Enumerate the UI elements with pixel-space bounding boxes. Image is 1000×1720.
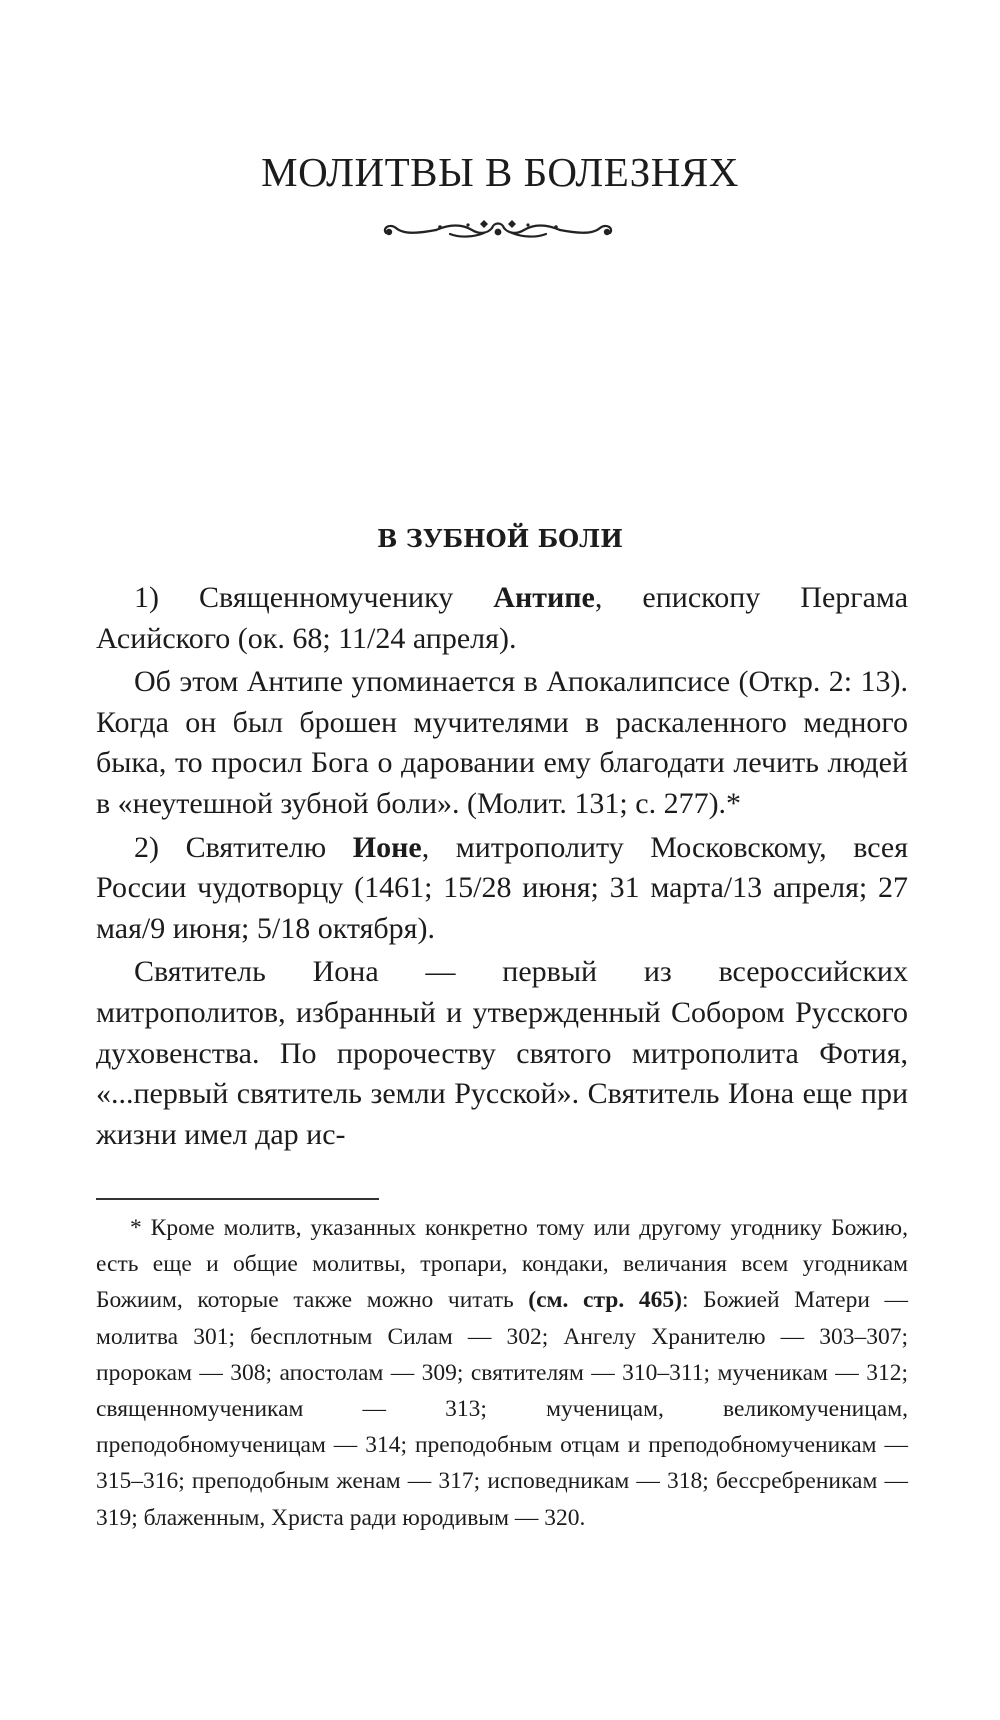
chapter-title: МОЛИТВЫ В БОЛЕЗНЯХ bbox=[261, 149, 739, 195]
flourish-ornament-icon bbox=[380, 218, 616, 242]
footnote-separator bbox=[96, 1198, 379, 1200]
paragraph-text: 1) Священномученику bbox=[134, 581, 494, 614]
paragraph-text: , епископу Пергама Асийского (ок. 68; 11/24 апреля). bbox=[96, 581, 909, 655]
paragraph-antipas-description: Об этом Антипе упоминается в Апокалипсисе (Откр. 2: 13). Когда он был брошен мучителями в раскаленного медного быка, то просил Бога о даровании ему благодати лечить людей в «неутешной зубной боли». (Молит. 131; с. 277).* bbox=[96, 665, 908, 820]
paragraph-jonah-description: Святитель Иона — первый из всероссийских митрополитов, избранный и утвержденный Собором Русского духовенства. По пророчеству святого митрополита Фотия, «...первый святитель земли Русской». Святитель Иона еще при жизни имел дар ис- bbox=[96, 955, 908, 1151]
paragraph-antipas bbox=[96, 578, 908, 659]
footnote bbox=[96, 1210, 908, 1536]
saint-name-bold: Антипе bbox=[493, 581, 595, 614]
saint-name-bold: Ионе bbox=[352, 830, 422, 864]
footnote-text: : Божией Матери — молитва 301; бесплотным Силам — 302; Ангелу Хранителю — 303–307; пророкам — 308; апостолам — 309; святителям — 310–311; мученикам — 312; священномученикам — 313; мученицам, великомученицам, преподобномученицам — 314; преподобным отцам и преподобномученикам — 315–316; преподобным женам — 317; исповедникам — 318; бессребреникам — 319; блаженным, Христа ради юродивым — 320. bbox=[96, 1287, 909, 1531]
footnote-text: * Кроме молитв, указанных конкретно тому или другому угоднику Божию, есть еще и общие молитвы, тропари, кондаки, величания всем угодникам Божиим, которые также можно читать bbox=[96, 1215, 908, 1314]
footnote-page-ref: (см. стр. 465) bbox=[528, 1287, 682, 1314]
paragraph-text: 2) Святителю bbox=[134, 830, 353, 864]
section-heading: В ЗУБНОЙ БОЛИ bbox=[377, 524, 623, 553]
paragraph-jonah bbox=[96, 828, 908, 950]
body-text bbox=[96, 578, 908, 1158]
paragraph-text: , митрополиту Московскому, всея России чудотворцу (1461; 15/28 июня; 31 марта/13 апреля; 27 мая/9 июня; 5/18 октября). bbox=[96, 830, 908, 945]
